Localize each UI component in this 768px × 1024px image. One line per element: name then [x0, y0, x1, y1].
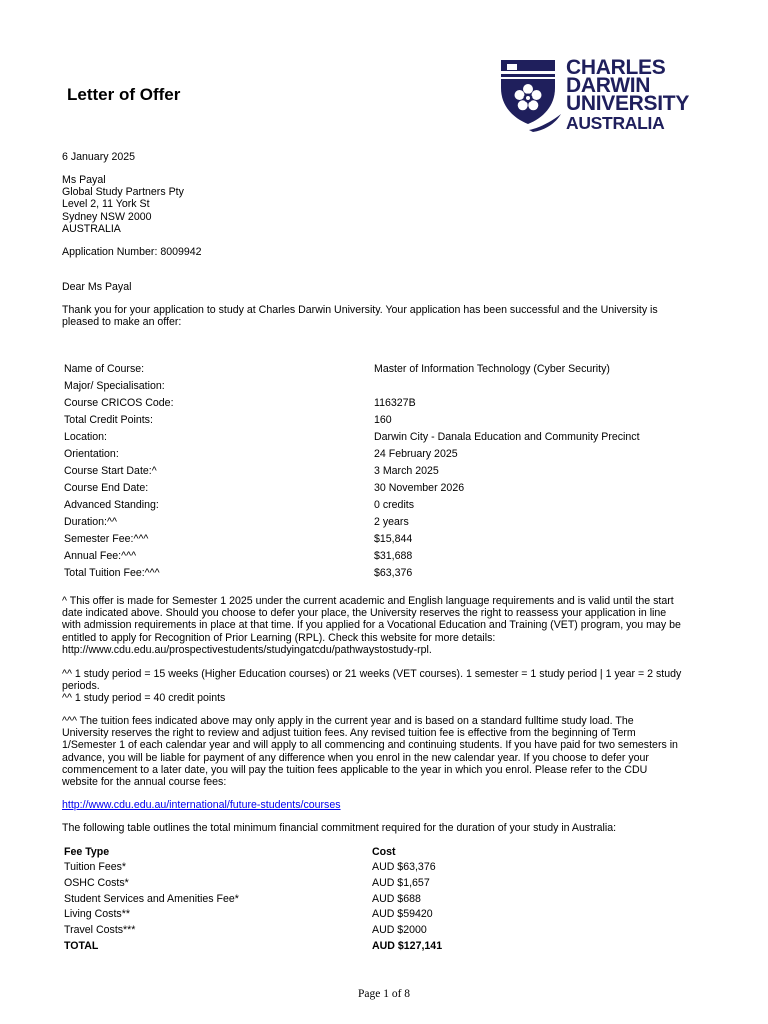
course-detail-label: Name of Course: — [64, 363, 145, 376]
fee-cost: AUD $63,376 — [372, 861, 436, 874]
fee-table — [62, 844, 622, 954]
course-detail-row — [62, 565, 722, 582]
note-line: advance, you will be liable for payment of any difference when you enrol in the new calendar year. If you choose to defer your — [62, 751, 649, 764]
course-detail-row — [62, 412, 722, 429]
note-line: entitled to apply for Recognition of Prior Learning (RPL). Check this website for more details: — [62, 631, 496, 644]
course-detail-value: $31,688 — [374, 550, 413, 563]
course-detail-row — [62, 497, 722, 514]
course-detail-row — [62, 395, 722, 412]
note-line: 1/Semester 1 of each calendar year and will apply to all commencing and continuing students. If you have paid for two semesters in — [62, 739, 678, 752]
course-detail-row — [62, 446, 722, 463]
note-offer-conditions — [62, 595, 724, 656]
courses-link[interactable]: http://www.cdu.edu.au/international/future-students/courses — [62, 799, 341, 811]
course-detail-label: Advanced Standing: — [64, 499, 159, 512]
letter-date: 6 January 2025 — [62, 151, 136, 163]
course-detail-value: 0 credits — [374, 499, 415, 512]
logo-wordmark — [566, 56, 690, 133]
note-line: date indicated above. Should you choose to defer your place, the University reserves the right to reassess your application in line — [62, 607, 667, 620]
course-detail-value: 30 November 2026 — [374, 482, 465, 495]
fee-type-header: Fee Type — [64, 845, 110, 858]
logo-line-darwin: DARWIN — [566, 74, 651, 97]
course-detail-value: 3 March 2025 — [374, 465, 439, 478]
fee-type: Living Costs** — [64, 908, 130, 921]
course-detail-row — [62, 378, 722, 395]
course-detail-value — [372, 378, 722, 395]
course-detail-label: Duration:^^ — [64, 516, 117, 529]
total-value: AUD $127,141 — [372, 939, 443, 952]
course-details-table — [62, 361, 722, 582]
note-line: ^^^ The tuition fees indicated above may only apply in the current year and is based on a standard fulltime study load. The — [62, 715, 634, 727]
course-detail-row — [62, 361, 722, 378]
fee-cost: AUD $688 — [372, 892, 421, 905]
note-line: website for the annual course fees: — [62, 776, 227, 789]
fee-type: Travel Costs*** — [64, 924, 136, 937]
course-detail-row — [62, 429, 722, 446]
course-detail-label: Major/ Specialisation: — [64, 380, 165, 393]
course-detail-row — [62, 463, 722, 480]
application-number: Application Number: 8009942 — [62, 246, 202, 258]
note-line: ^^ 1 study period = 40 credit points — [62, 692, 226, 705]
course-detail-label: Course End Date: — [64, 482, 149, 495]
logo-line-australia: AUSTRALIA — [566, 113, 665, 133]
logo-line-university: UNIVERSITY — [566, 92, 690, 115]
fee-table-header — [62, 844, 622, 860]
address-line: Sydney NSW 2000 — [62, 210, 152, 223]
address-line: Level 2, 11 York St — [62, 198, 150, 211]
note-tuition-fees — [62, 715, 724, 788]
address-line: Global Study Partners Pty — [62, 186, 184, 199]
address-line: AUSTRALIA — [62, 222, 121, 235]
course-detail-value: 2 years — [374, 516, 409, 529]
intro-line: pleased to make an offer: — [62, 316, 182, 329]
fee-cost: AUD $1,657 — [372, 877, 430, 890]
course-detail-row — [62, 531, 722, 548]
course-detail-value: Darwin City - Danala Education and Community Precinct — [374, 431, 640, 444]
fee-row — [62, 875, 622, 891]
course-detail-row — [62, 480, 722, 497]
course-detail-label: Semester Fee:^^^ — [64, 533, 149, 546]
fee-row — [62, 922, 622, 938]
course-detail-value: $63,376 — [374, 567, 413, 580]
fee-table-intro: The following table outlines the total minimum financial commitment required for the duration of your study in Australia: — [62, 822, 617, 834]
course-detail-label: Total Credit Points: — [64, 414, 153, 427]
fee-row — [62, 891, 622, 907]
logo-line-charles: CHARLES — [566, 56, 666, 79]
total-label: TOTAL — [64, 939, 99, 952]
course-detail-row — [62, 514, 722, 531]
course-detail-label: Annual Fee:^^^ — [64, 550, 137, 563]
fee-type: Tuition Fees* — [64, 861, 127, 874]
note-line: periods. — [62, 680, 100, 693]
course-detail-label: Location: — [64, 431, 107, 444]
note-line: commencement to a later date, you will pay the tuition fees applicable to the year in which you enrol. Please refer to the CDU — [62, 763, 648, 776]
cost-header: Cost — [372, 845, 396, 858]
course-detail-value: 24 February 2025 — [374, 448, 458, 461]
intro-line: Thank you for your application to study at Charles Darwin University. Your application has been successful and the University is — [62, 304, 658, 316]
fee-cost: AUD $59420 — [372, 908, 433, 921]
fee-row — [62, 860, 622, 876]
fee-type: Student Services and Amenities Fee* — [64, 892, 239, 905]
course-detail-row — [62, 548, 722, 565]
salutation: Dear Ms Payal — [62, 281, 132, 293]
fee-type: OSHC Costs* — [64, 877, 129, 890]
note-study-period — [62, 668, 724, 705]
page-title: Letter of Offer — [67, 85, 181, 104]
course-detail-label: Orientation: — [64, 448, 119, 461]
fee-row — [62, 907, 622, 923]
course-detail-value: Master of Information Technology (Cyber Security) — [374, 363, 610, 376]
fee-total-row — [62, 938, 622, 954]
course-detail-value: $15,844 — [374, 533, 413, 546]
course-detail-value: 116327B — [374, 397, 416, 410]
page-number: Page 1 of 8 — [357, 988, 411, 1000]
course-detail-value: 160 — [374, 414, 392, 427]
course-detail-label: Total Tuition Fee:^^^ — [64, 567, 160, 580]
address-line: Ms Payal — [62, 174, 106, 186]
address-block — [62, 174, 724, 235]
fee-cost: AUD $2000 — [372, 924, 427, 937]
course-detail-label: Course CRICOS Code: — [64, 397, 174, 410]
note-line: http://www.cdu.edu.au/prospectivestudents/studyingatcdu/pathwaystostudy-rpl. — [62, 643, 432, 656]
intro-paragraph — [62, 304, 724, 328]
note-line: ^^ 1 study period = 15 weeks (Higher Education courses) or 21 weeks (VET courses). 1 semester = 1 study period | 1 year = 2 study — [62, 668, 682, 680]
note-line: University reserves the right to review and adjust tuition fees. Any revised tuition fee is effective from the beginning of Term — [62, 727, 636, 740]
note-line: ^ This offer is made for Semester 1 2025 under the current academic and English language requirements and is valid until the start — [62, 595, 674, 607]
course-detail-label: Course Start Date:^ — [64, 465, 157, 478]
note-line: with admission requirements in place at that time. If you applied for a Vocational Education and Training (VET) program, you may be — [62, 619, 681, 632]
